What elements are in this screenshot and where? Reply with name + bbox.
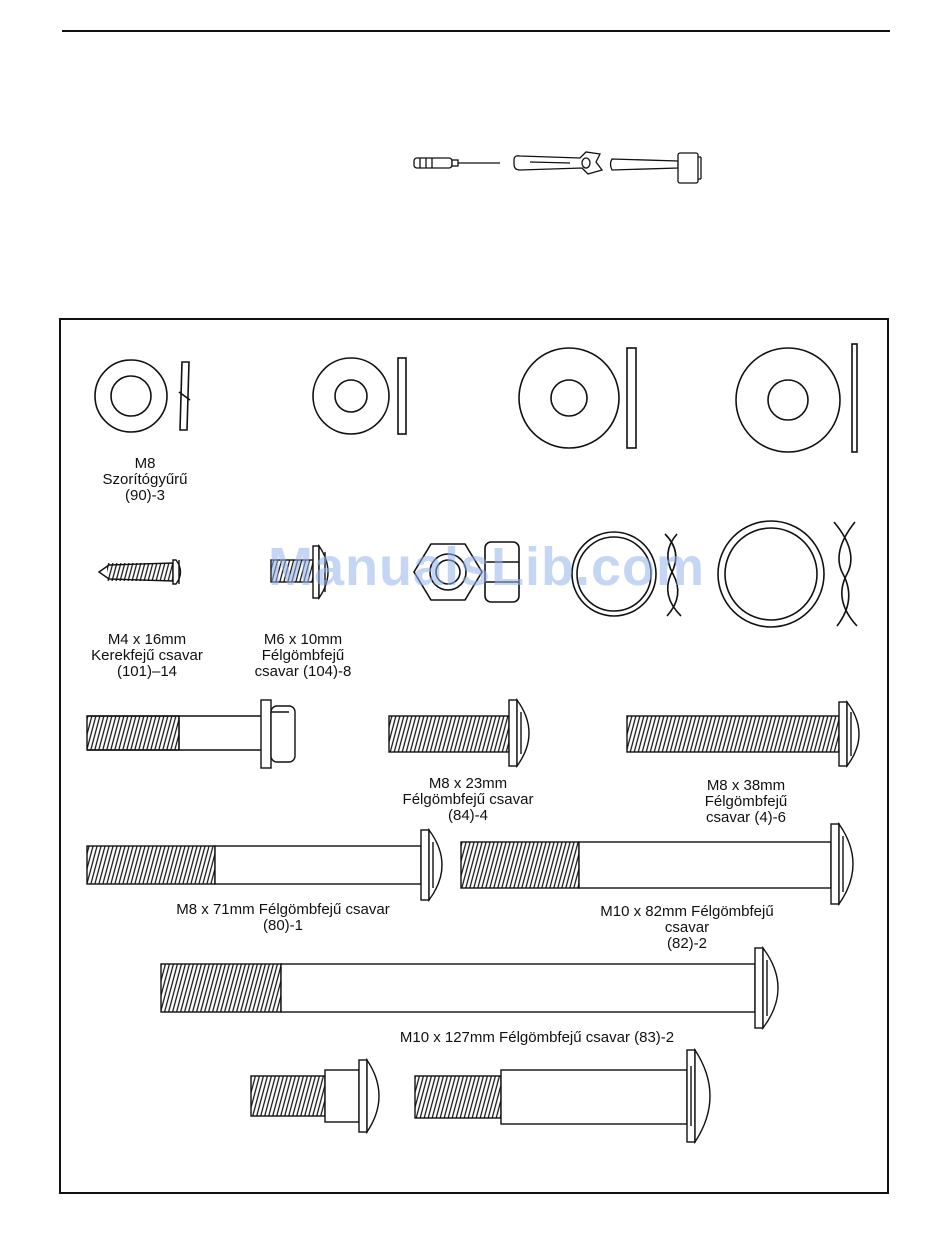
medium-flat-washer-icon xyxy=(519,348,636,448)
large-flat-washer-icon xyxy=(736,344,857,452)
shoulder-bolt-short-icon xyxy=(251,1060,379,1132)
top-rule xyxy=(62,30,890,32)
m8x71-bolt-icon xyxy=(87,830,442,900)
mallet-icon xyxy=(611,153,702,183)
m8x38-bolt-icon xyxy=(627,702,859,766)
shoulder-bolt-long-icon xyxy=(415,1050,710,1142)
watermark: ManualsLib.com xyxy=(268,537,706,597)
m8x23-bolt-icon xyxy=(389,700,529,766)
flange-bolt-icon xyxy=(87,700,295,768)
split-lock-washer-icon xyxy=(95,360,190,432)
tools-row xyxy=(410,148,710,188)
screwdriver-icon xyxy=(414,158,500,168)
label-m8x23-bolt: M8 x 23mm Félgömbfejű csavar (84)-4 xyxy=(402,775,534,824)
m10x127-bolt-icon xyxy=(161,948,778,1028)
label-m6x10-screw: M6 x 10mm Félgömbfejű csavar (104)-8 xyxy=(254,631,352,680)
label-m8x38-bolt: M8 x 38mm Félgömbfejű csavar (4)-6 xyxy=(704,777,788,826)
round-head-screw-icon xyxy=(99,560,181,584)
label-m10x82-bolt: M10 x 82mm Félgömbfejű csavar (82)-2 xyxy=(600,903,774,952)
large-retaining-ring-icon xyxy=(718,521,857,627)
m10x82-bolt-icon xyxy=(461,824,853,904)
label-m8-washer: M8 Szorítógyűrű (90)-3 xyxy=(102,455,188,504)
parts-artwork xyxy=(61,320,887,1192)
hardware-parts-panel xyxy=(59,318,889,1194)
label-m10x127-bolt: M10 x 127mm Félgömbfejű csavar (83)-2 xyxy=(399,1029,675,1046)
label-m8x71-bolt: M8 x 71mm Félgömbfejű csavar (80)-1 xyxy=(176,901,390,934)
adjustable-wrench-icon xyxy=(514,152,602,174)
label-m4x16-screw: M4 x 16mm Kerekfejű csavar (101)–14 xyxy=(91,631,203,680)
small-flat-washer-icon xyxy=(313,358,406,434)
